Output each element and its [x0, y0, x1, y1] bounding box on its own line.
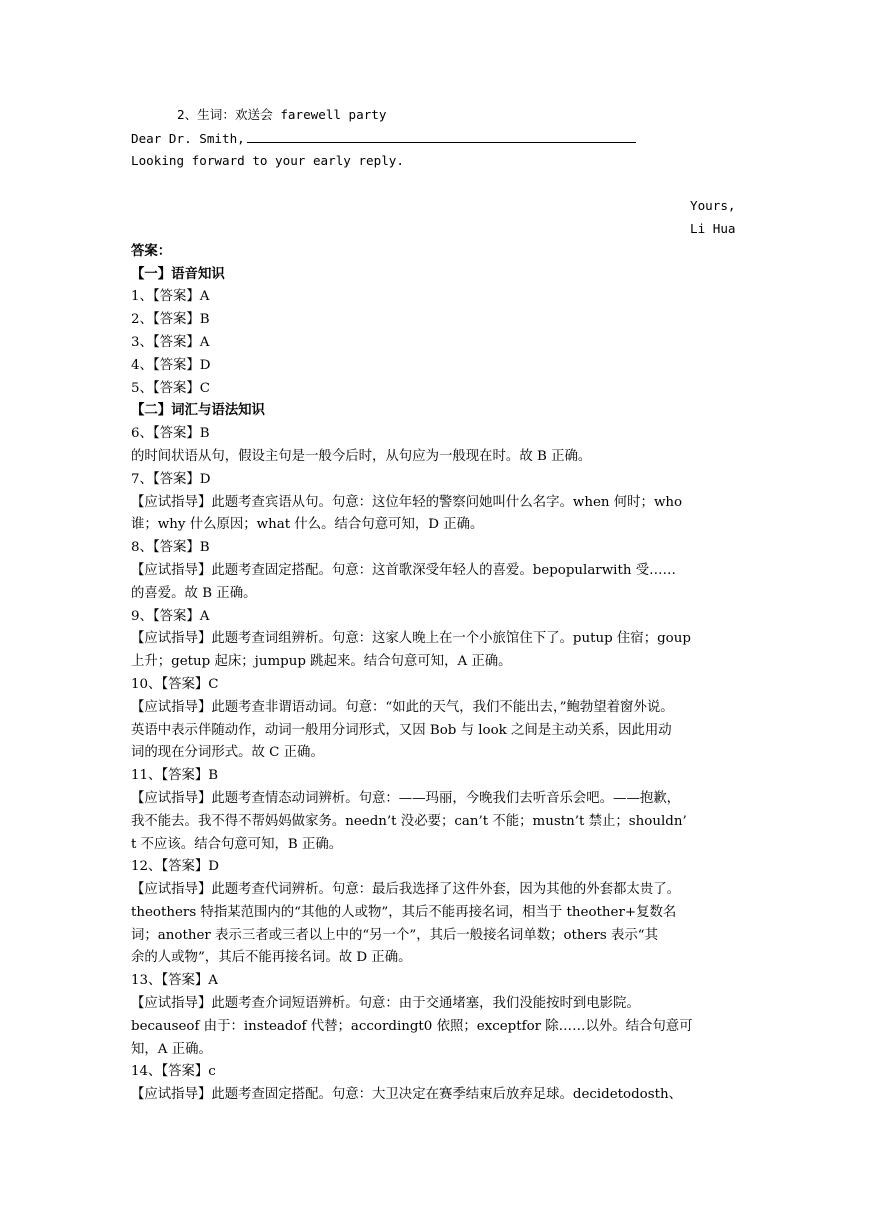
answer-line: 3、【答案】A	[131, 334, 210, 350]
explanation-line: 知，A 正确。	[131, 1041, 212, 1057]
answer-line: 10、【答案】C	[131, 676, 219, 692]
document-page	[131, 104, 738, 1107]
answer-line: 1、【答案】A	[131, 289, 210, 305]
explanation-line: becauseof 由于：insteadof 代替；accordingt0 依照；exceptfor 除……以外。结合句意可	[131, 1018, 693, 1034]
explanation-line: 的喜爱。故 B 正确。	[131, 585, 257, 601]
explanation-line: 词；another 表示三者或三者以上中的“另一个”，其后一般接名词单数；others 表示“其	[131, 927, 659, 943]
explanation-line: 英语中表示伴随动作，动词一般用分词形式，又因 Bob 与 look 之间是主动关系，因此用动	[131, 722, 672, 738]
answer-line: 6、【答案】B	[131, 426, 210, 442]
answer-line: 7、【答案】D	[131, 471, 211, 487]
explanation-line: 【应试指导】此题考查宾语从句。句意：这位年轻的警察问她叫什么名字。when 何时；who	[131, 494, 683, 510]
explanation-line: 【应试指导】此题考查固定搭配。句意：这首歌深受年轻人的喜爱。bepopularwith 受……	[131, 562, 676, 578]
signature-name: Li Hua	[690, 220, 736, 236]
answer-line: 11、【答案】B	[131, 768, 219, 784]
answer-line: 2、【答案】B	[131, 312, 210, 328]
vocab-line: 2、生词：欢送会 farewell party	[177, 107, 387, 122]
greeting-text: Dear Dr. Smith,	[131, 130, 245, 146]
explanation-line: 【应试指导】此题考查代词辨析。句意：最后我选择了这件外套，因为其他的外套都太贵了。	[131, 882, 681, 898]
explanation-line: 【应试指导】此题考查介词短语辨析。句意：由于交通堵塞，我们没能按时到电影院。	[131, 996, 640, 1012]
explanation-line: 的时间状语从句，假设主句是一般今后时，从句应为一般现在时。故 B 正确。	[131, 448, 592, 464]
explanation-line: 【应试指导】此题考查词组辨析。句意：这家人晚上在一个小旅馆住下了。putup 住宿；goup	[131, 631, 691, 647]
answer-line: 8、【答案】B	[131, 540, 210, 556]
closing-line: Looking forward to your early reply.	[131, 152, 404, 168]
explanation-line: 【应试指导】此题考查非谓语动词。句意：“如此的天气，我们不能出去，”鲍勃望着窗外说。	[131, 699, 674, 715]
answer-line: 9、【答案】A	[131, 608, 210, 624]
explanation-line: 【应试指导】此题考查情态动词辨析。句意：——玛丽，今晚我们去听音乐会吧。——抱歉，	[131, 790, 681, 806]
explanation-line: 词的现在分词形式。故 C 正确。	[131, 745, 324, 761]
explanation-line: 余的人或物”，其后不能再接名词。故 D 正确。	[131, 950, 412, 966]
spacer	[131, 172, 738, 195]
writing-blank-line	[247, 127, 636, 143]
answer-line: 4、【答案】D	[131, 357, 211, 373]
answer-line: 12、【答案】D	[131, 859, 220, 875]
explanation-line: theothers 特指某范围内的“其他的人或物”，其后不能再接名词，相当于 theother+复数名	[131, 904, 677, 920]
answer-line: 14、【答案】c	[131, 1064, 216, 1080]
section-heading-vocab-grammar: 【二】词汇与语法知识	[131, 403, 265, 419]
answers-heading: 答案：	[131, 243, 172, 259]
signoff-line: Yours,	[690, 198, 736, 214]
explanation-line: t 不应该。结合句意可知，B 正确。	[131, 836, 343, 852]
explanation-line: 【应试指导】此题考查固定搭配。句意：大卫决定在赛季结束后放弃足球。decidetodosth、	[131, 1087, 683, 1103]
greeting-line	[131, 127, 738, 150]
explanation-line: 上升；getup 起床；jumpup 跳起来。结合句意可知，A 正确。	[131, 654, 512, 670]
explanation-line: 我不能去。我不得不帮妈妈做家务。needn’t 没必要；can’t 不能；mustn’t 禁止；shouldn’	[131, 813, 687, 829]
answer-line: 13、【答案】A	[131, 973, 218, 989]
explanation-line: 谁；why 什么原因；what 什么。结合句意可知，D 正确。	[131, 517, 484, 533]
answer-line: 5、【答案】C	[131, 380, 211, 396]
section-heading-phonetics: 【一】语音知识	[131, 266, 225, 282]
